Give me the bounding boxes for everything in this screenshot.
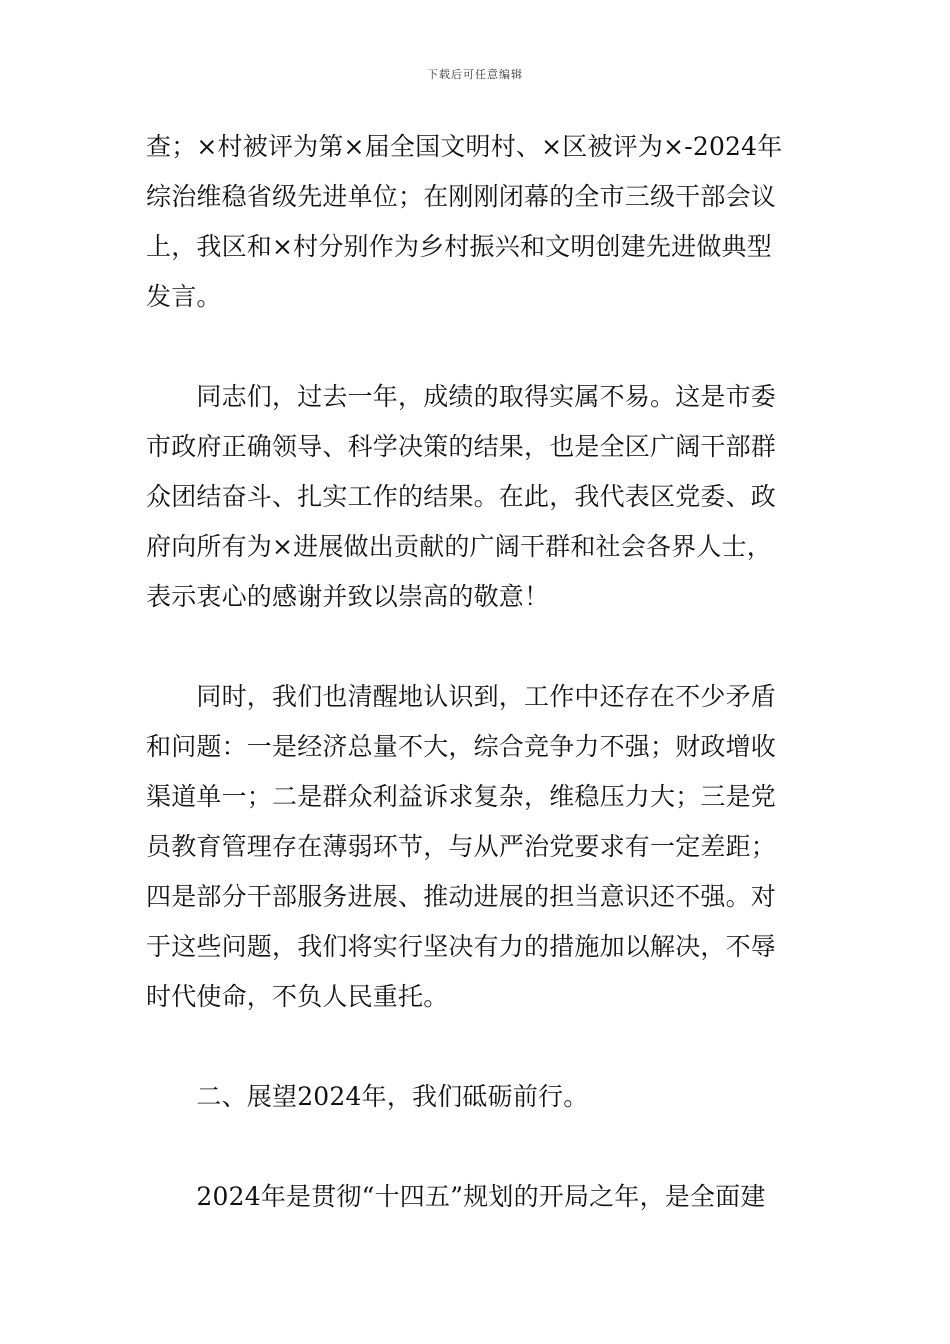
text-line: 发言。 xyxy=(146,282,222,311)
text-line: 二、展望2024年，我们砥砺前行。 xyxy=(146,1082,589,1111)
text-line: 综治维稳省级先进单位；在刚刚闭幕的全市三级干部会议 xyxy=(146,182,777,211)
text-line: 表示衷心的感谢并致以崇高的敬意！ xyxy=(146,582,550,611)
text-line: 四是部分干部服务进展、推动进展的担当意识还不强。对 xyxy=(146,882,777,911)
text-line: 和问题：一是经济总量不大，综合竞争力不强；财政增收 xyxy=(146,732,777,761)
section-heading xyxy=(146,1072,812,1122)
text-line: 2024年是贯彻“十四五”规划的开局之年，是全面建 xyxy=(146,1182,766,1211)
text-line: 上，我区和×村分别作为乡村振兴和文明创建先进做典型 xyxy=(146,232,772,261)
paragraph xyxy=(146,122,812,322)
text-line: 于这些问题，我们将实行坚决有力的措施加以解决，不辱 xyxy=(146,932,777,961)
text-line: 时代使命，不负人民重托。 xyxy=(146,982,449,1011)
paragraph-gap xyxy=(146,1022,812,1072)
paragraph-gap xyxy=(146,622,812,672)
paragraph-gap xyxy=(146,1122,812,1172)
text-line: 员教育管理存在薄弱环节，与从严治党要求有一定差距； xyxy=(146,832,777,861)
text-line: 市政府正确领导、科学决策的结果，也是全区广阔干部群 xyxy=(146,432,777,461)
header-note: 下载后可任意编辑 xyxy=(427,68,523,81)
paragraph xyxy=(146,1172,812,1222)
text-line: 同志们，过去一年，成绩的取得实属不易。这是市委 xyxy=(146,382,777,411)
text-line: 众团结奋斗、扎实工作的结果。在此，我代表区党委、政 xyxy=(146,482,777,511)
text-line: 渠道单一；二是群众利益诉求复杂，维稳压力大；三是党 xyxy=(146,782,777,811)
document-body xyxy=(146,122,812,1222)
text-line: 府向所有为×进展做出贡献的广阔干群和社会各界人士， xyxy=(146,532,772,561)
text-line: 查；×村被评为第×届全国文明村、×区被评为×-2024年 xyxy=(146,132,783,161)
paragraph-gap xyxy=(146,322,812,372)
text-line: 同时，我们也清醒地认识到，工作中还存在不少矛盾 xyxy=(146,682,777,711)
paragraph xyxy=(146,372,812,622)
paragraph xyxy=(146,672,812,1022)
